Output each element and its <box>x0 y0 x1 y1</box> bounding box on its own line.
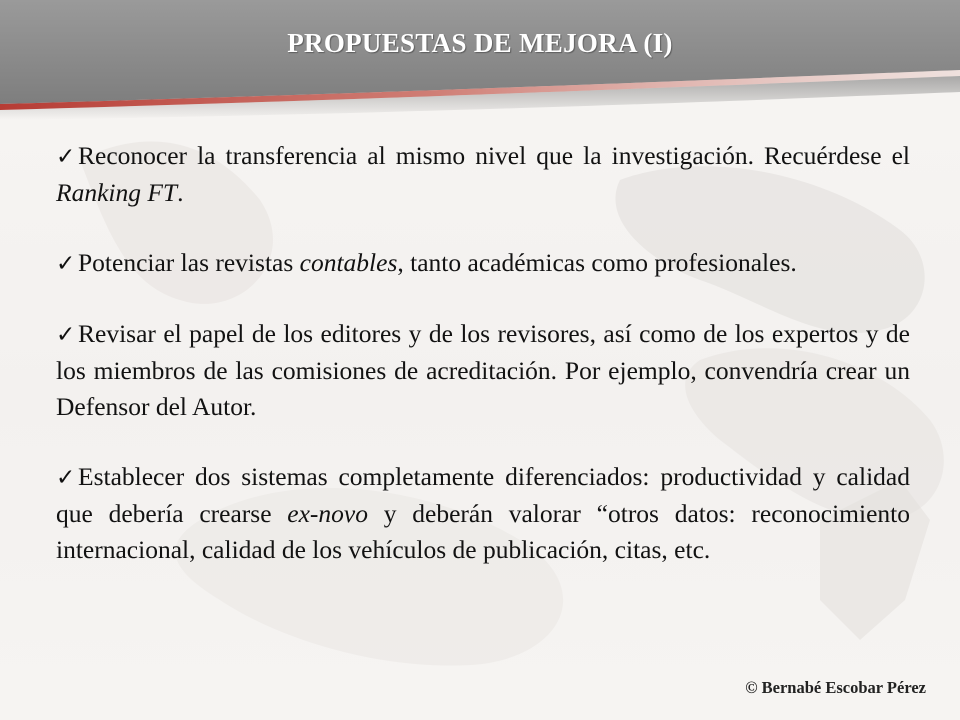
bullet-text: Reconocer la transferencia al mismo nivel que la investigación. Recuérdese el <box>78 141 910 170</box>
bullet-text: , tanto académicas como profesionales. <box>397 248 797 277</box>
bullet-text-italic: contables <box>299 248 398 277</box>
title-banner <box>0 0 960 120</box>
checkmark-icon: ✓ <box>56 465 76 491</box>
bullet-list <box>56 138 910 602</box>
bullet-item <box>56 316 910 425</box>
checkmark-icon: ✓ <box>56 251 76 277</box>
checkmark-icon: ✓ <box>56 144 76 170</box>
slide-title: PROPUESTAS DE MEJORA (I) <box>287 28 673 58</box>
bullet-text-italic: Ranking FT <box>56 178 178 207</box>
bullet-text: . <box>177 178 184 207</box>
bullet-text: Revisar el papel de los editores y de los revisores, así como de los expertos y de los miembros de las comisiones de acreditación. Por ejemplo, convendría crear un Defensor del Autor. <box>56 319 910 421</box>
bullet-text: y deberán valorar “otros datos: reconocimiento internacional, calidad de los vehículos de publicación, citas, etc. <box>56 499 911 564</box>
bullet-text: Potenciar las revistas <box>78 248 300 277</box>
bullet-item <box>56 138 910 211</box>
copyright-footer: © Bernabé Escobar Pérez <box>745 678 926 697</box>
bullet-item <box>56 459 910 568</box>
bullet-item <box>56 245 910 282</box>
checkmark-icon: ✓ <box>56 322 76 348</box>
bullet-text-italic: ex-novo <box>287 499 368 528</box>
bullet-text: Establecer dos sistemas completamente diferenciados: productividad y calidad que debería crearse <box>56 462 910 528</box>
